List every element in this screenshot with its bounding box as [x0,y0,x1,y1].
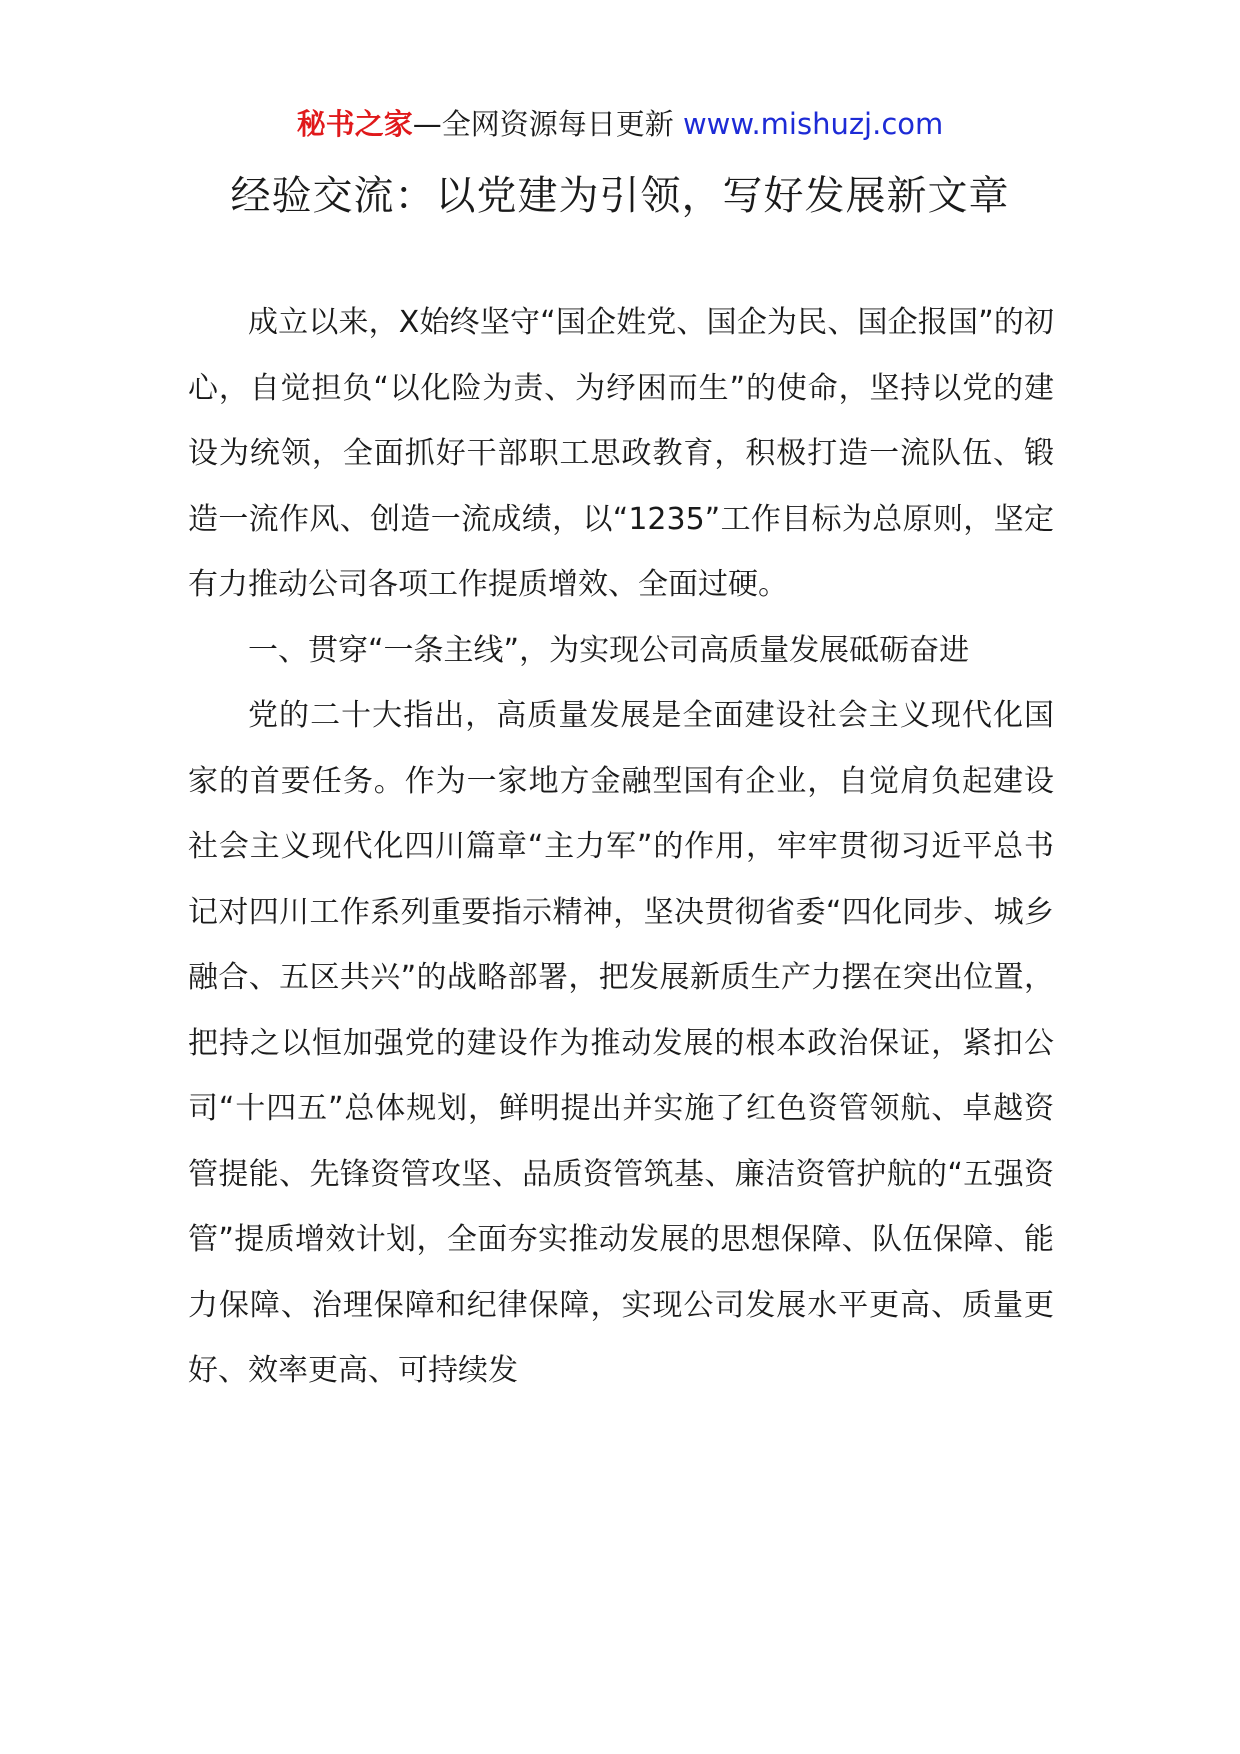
site-header [0,104,1240,144]
paragraph-intro: 成立以来，X始终坚守“国企姓党、国企为民、国企报国”的初心，自觉担负“以化险为责、为纾困而生”的使命，坚持以党的建设为统领，全面抓好干部职工思政教育，积极打造一流队伍、锻造一流作风、创造一流成绩，以“1235”工作目标为总原则，坚定有力推动公司各项工作提质增效、全面过硬。 [188,305,1054,602]
brand-name: 秘书之家 [296,107,413,141]
section-heading-1: 一、贯穿“一条主线”，为实现公司高质量发展砥砺奋进 [248,632,970,668]
header-slogan: —全网资源每日更新 [412,107,683,141]
paragraph-section-1: 党的二十大指出，高质量发展是全面建设社会主义现代化国家的首要任务。作为一家地方金融型国有企业，自觉肩负起建设社会主义现代化四川篇章“主力军”的作用，牢牢贯彻习近平总书记对四川工作系列重要指示精神，坚决贯彻省委“四化同步、城乡融合、五区共兴”的战略部署，把发展新质生产力摆在突出位置，把持之以恒加强党的建设作为推动发展的根本政治保证，紧扣公司“十四五”总体规划，鲜明提出并实施了红色资管领航、卓越资管提能、先锋资管攻坚、品质资管筑基、廉洁资管护航的“五强资管”提质增效计划，全面夯实推动发展的思想保障、队伍保障、能力保障、治理保障和纪律保障，实现公司发展水平更高、质量更好、效率更高、可持续发 [188,698,1054,1388]
site-url-link[interactable]: www.mishuzj.com [682,107,944,141]
document-title: 经验交流：以党建为引领，写好发展新文章 [230,173,1010,219]
document-body [188,290,1054,1404]
